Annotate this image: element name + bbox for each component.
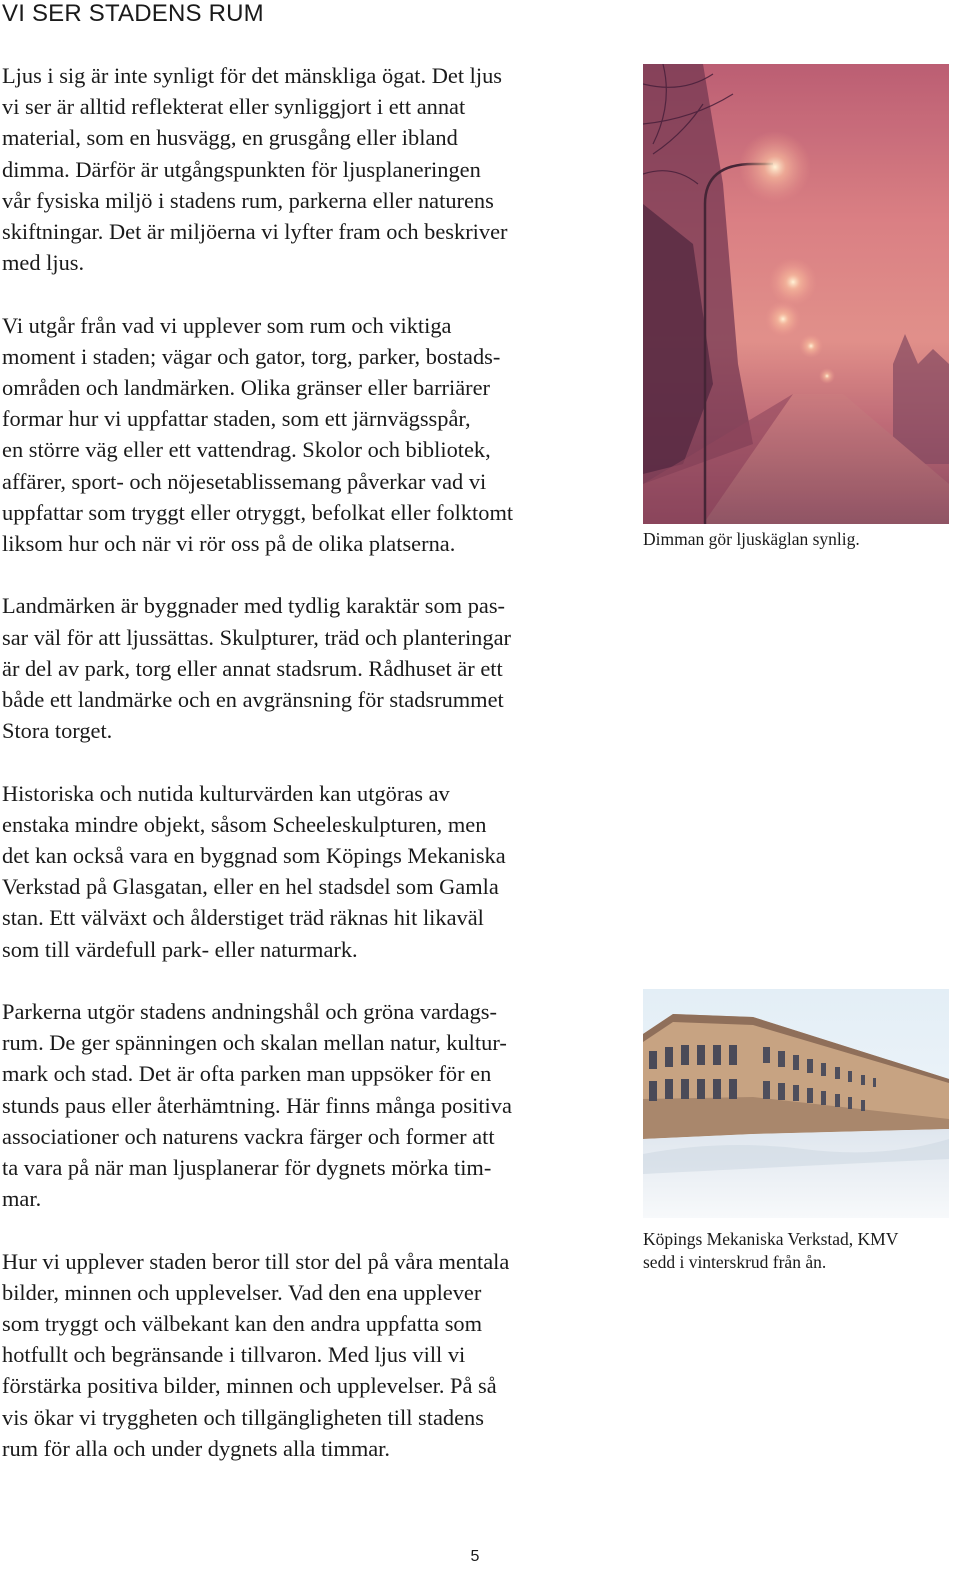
paragraph-parks: Parkerna utgör stadens andningshål och gröna vardags- rum. De ger spänningen och skalan mellan natur, kultur- mark och stad. Det är ofta parken man uppsöker för en stunds paus eller återhämtning. Här finns många positiva associationer och naturens vackra färger och former att ta vara på när man ljusplanerar för dygnets mörka tim- mar. <box>2 999 512 1212</box>
paragraph-cultural-values: Historiska och nutida kulturvärden kan utgöras av enstaka mindre objekt, såsom Scheeleskulpturen, men det kan också vara en byggnad som Köpings Mekaniska Verkstad på Glasgatan, eller en hel stadsdel som Gamla stan. Ett välväxt och ålderstiget träd räknas hit likaväl som till värdefull park- eller naturmark. <box>2 780 506 962</box>
caption-fog-photo: Dimman gör ljuskäglan synlig. <box>643 529 860 549</box>
paragraph-light-perception: Ljus i sig är inte synligt för det mänskliga ögat. Det ljus vi ser är alltid reflekterat eller synliggjort i ett annat material, som en husvägg, en grusgång eller ibland dimma. Därför är utgångspunkten för ljusplaneringen vår fysiska miljö i stadens rum, parkerna eller naturens skiftningar. Det är miljöerna vi lyfter fram och beskriver med ljus. <box>2 63 508 276</box>
body-text-column <box>2 60 602 1495</box>
paragraph-landmarks: Landmärken är byggnader med tydlig karaktär som pas- sar väl för att ljussättas. Skulpturer, träd och planteringar är del av park, torg eller annat stadsrum. Rådhuset är ett både ett landmärke och en avgränsning för stadsrummet Stora torget. <box>2 593 511 744</box>
kmv-building-photo <box>643 989 949 1218</box>
paragraph-city-spaces: Vi utgår från vad vi upplever som rum och viktiga moment i staden; vägar och gator, torg, parker, bostads- områden och landmärken. Olika gränser eller barriärer formar hur vi uppfattar staden, som ett järnvägsspår, en större väg eller ett vattendrag. Skolor och bibliotek, affärer, sport- och nöjesetablissemang påverkar vad vi uppfattar som tryggt eller otryggt, befolkat eller folktomt liksom hur och när vi rör oss på de olika platserna. <box>2 312 514 557</box>
page-heading: VI SER STADENS RUM <box>2 0 264 27</box>
paragraph-mental-images: Hur vi upplever staden beror till stor del på våra mentala bilder, minnen och upplevelser. Vad den ena upplever som tryggt och välbekant kan den andra uppfatta som hotfullt och begränsande i tillvaron. Med ljus vill vi förstärka positiva bilder, minnen och upplevelser. På så vis ökar vi tryggheten och tillgängligheten till stadens rum för alla och under dygnets alla timmar. <box>2 1248 510 1461</box>
foggy-street-photo <box>643 64 949 524</box>
caption-kmv-photo: Köpings Mekaniska Verkstad, KMV sedd i vinterskrud från ån. <box>643 1229 899 1272</box>
page-number: 5 <box>470 1548 480 1565</box>
